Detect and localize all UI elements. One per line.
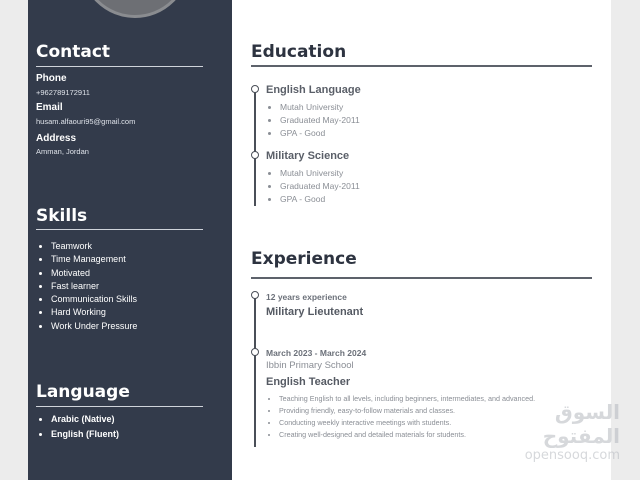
education-detail: • Graduated May-2011 xyxy=(280,114,360,127)
skill-item: • Work Under Pressure xyxy=(51,320,137,333)
experience-role: English Teacher xyxy=(266,376,351,388)
opensooq-watermark xyxy=(520,400,620,463)
language-item: • Arabic (Native) xyxy=(51,412,119,427)
education-detail: • Graduated May-2011 xyxy=(280,180,360,193)
skill-item: • Teamwork xyxy=(51,240,137,253)
address-value: Amman, Jordan xyxy=(36,147,89,156)
experience-date: 12 years experience xyxy=(266,292,347,302)
education-detail: • Mutah University xyxy=(280,167,360,180)
duty-item: • Creating well-designed and detailed materials for students. xyxy=(279,429,535,441)
duty-item: • Providing friendly, easy-to-follow materials and classes. xyxy=(279,405,535,417)
education-details xyxy=(266,167,360,206)
duty-item: • Teaching English to all levels, including beginners, intermediates, and advanced. xyxy=(279,393,535,405)
skills-divider xyxy=(36,229,203,230)
language-heading: Language xyxy=(36,382,130,402)
skill-item: • Time Management xyxy=(51,253,137,266)
education-details xyxy=(266,101,360,140)
profile-summary-tail xyxy=(250,0,390,1)
profile-photo xyxy=(80,0,190,18)
education-title: Military Science xyxy=(266,150,350,162)
experience-date: March 2023 - March 2024 xyxy=(266,348,367,358)
skills-list xyxy=(36,240,137,333)
experience-duties xyxy=(266,393,535,441)
timeline-dot xyxy=(251,348,259,356)
language-divider xyxy=(36,406,203,407)
language-item: • English (Fluent) xyxy=(51,427,119,442)
experience-heading: Experience xyxy=(251,249,357,269)
skills-heading: Skills xyxy=(36,206,88,226)
watermark-latin: opensooq.com xyxy=(524,448,620,463)
experience-divider xyxy=(251,277,592,279)
email-value: husam.alfaouri95@gmail.com xyxy=(36,117,136,126)
timeline-dot xyxy=(251,85,259,93)
education-timeline xyxy=(254,92,256,206)
skill-item: • Fast learner xyxy=(51,280,137,293)
education-divider xyxy=(251,65,592,67)
skill-item: • Hard Working xyxy=(51,306,137,319)
experience-timeline xyxy=(254,297,256,447)
contact-divider xyxy=(36,66,203,67)
education-detail: • GPA - Good xyxy=(280,193,360,206)
experience-role: Military Lieutenant xyxy=(266,306,364,318)
skill-item: • Communication Skills xyxy=(51,293,137,306)
duty-item: • Conducting weekly interactive meetings with students. xyxy=(279,417,535,429)
timeline-dot xyxy=(251,151,259,159)
address-label: Address xyxy=(36,133,77,144)
timeline-dot xyxy=(251,291,259,299)
education-detail: • GPA - Good xyxy=(280,127,360,140)
education-heading: Education xyxy=(251,42,347,62)
phone-value: +962789172911 xyxy=(36,88,90,97)
experience-organization: Ibbin Primary School xyxy=(266,360,354,371)
skill-item: • Motivated xyxy=(51,267,137,280)
watermark-arabic: السوق المفتوح xyxy=(542,400,620,448)
language-list xyxy=(36,412,119,442)
email-label: Email xyxy=(36,102,63,113)
education-title: English Language xyxy=(266,84,361,96)
phone-label: Phone xyxy=(36,73,67,84)
contact-heading: Contact xyxy=(36,42,111,62)
education-detail: • Mutah University xyxy=(280,101,360,114)
